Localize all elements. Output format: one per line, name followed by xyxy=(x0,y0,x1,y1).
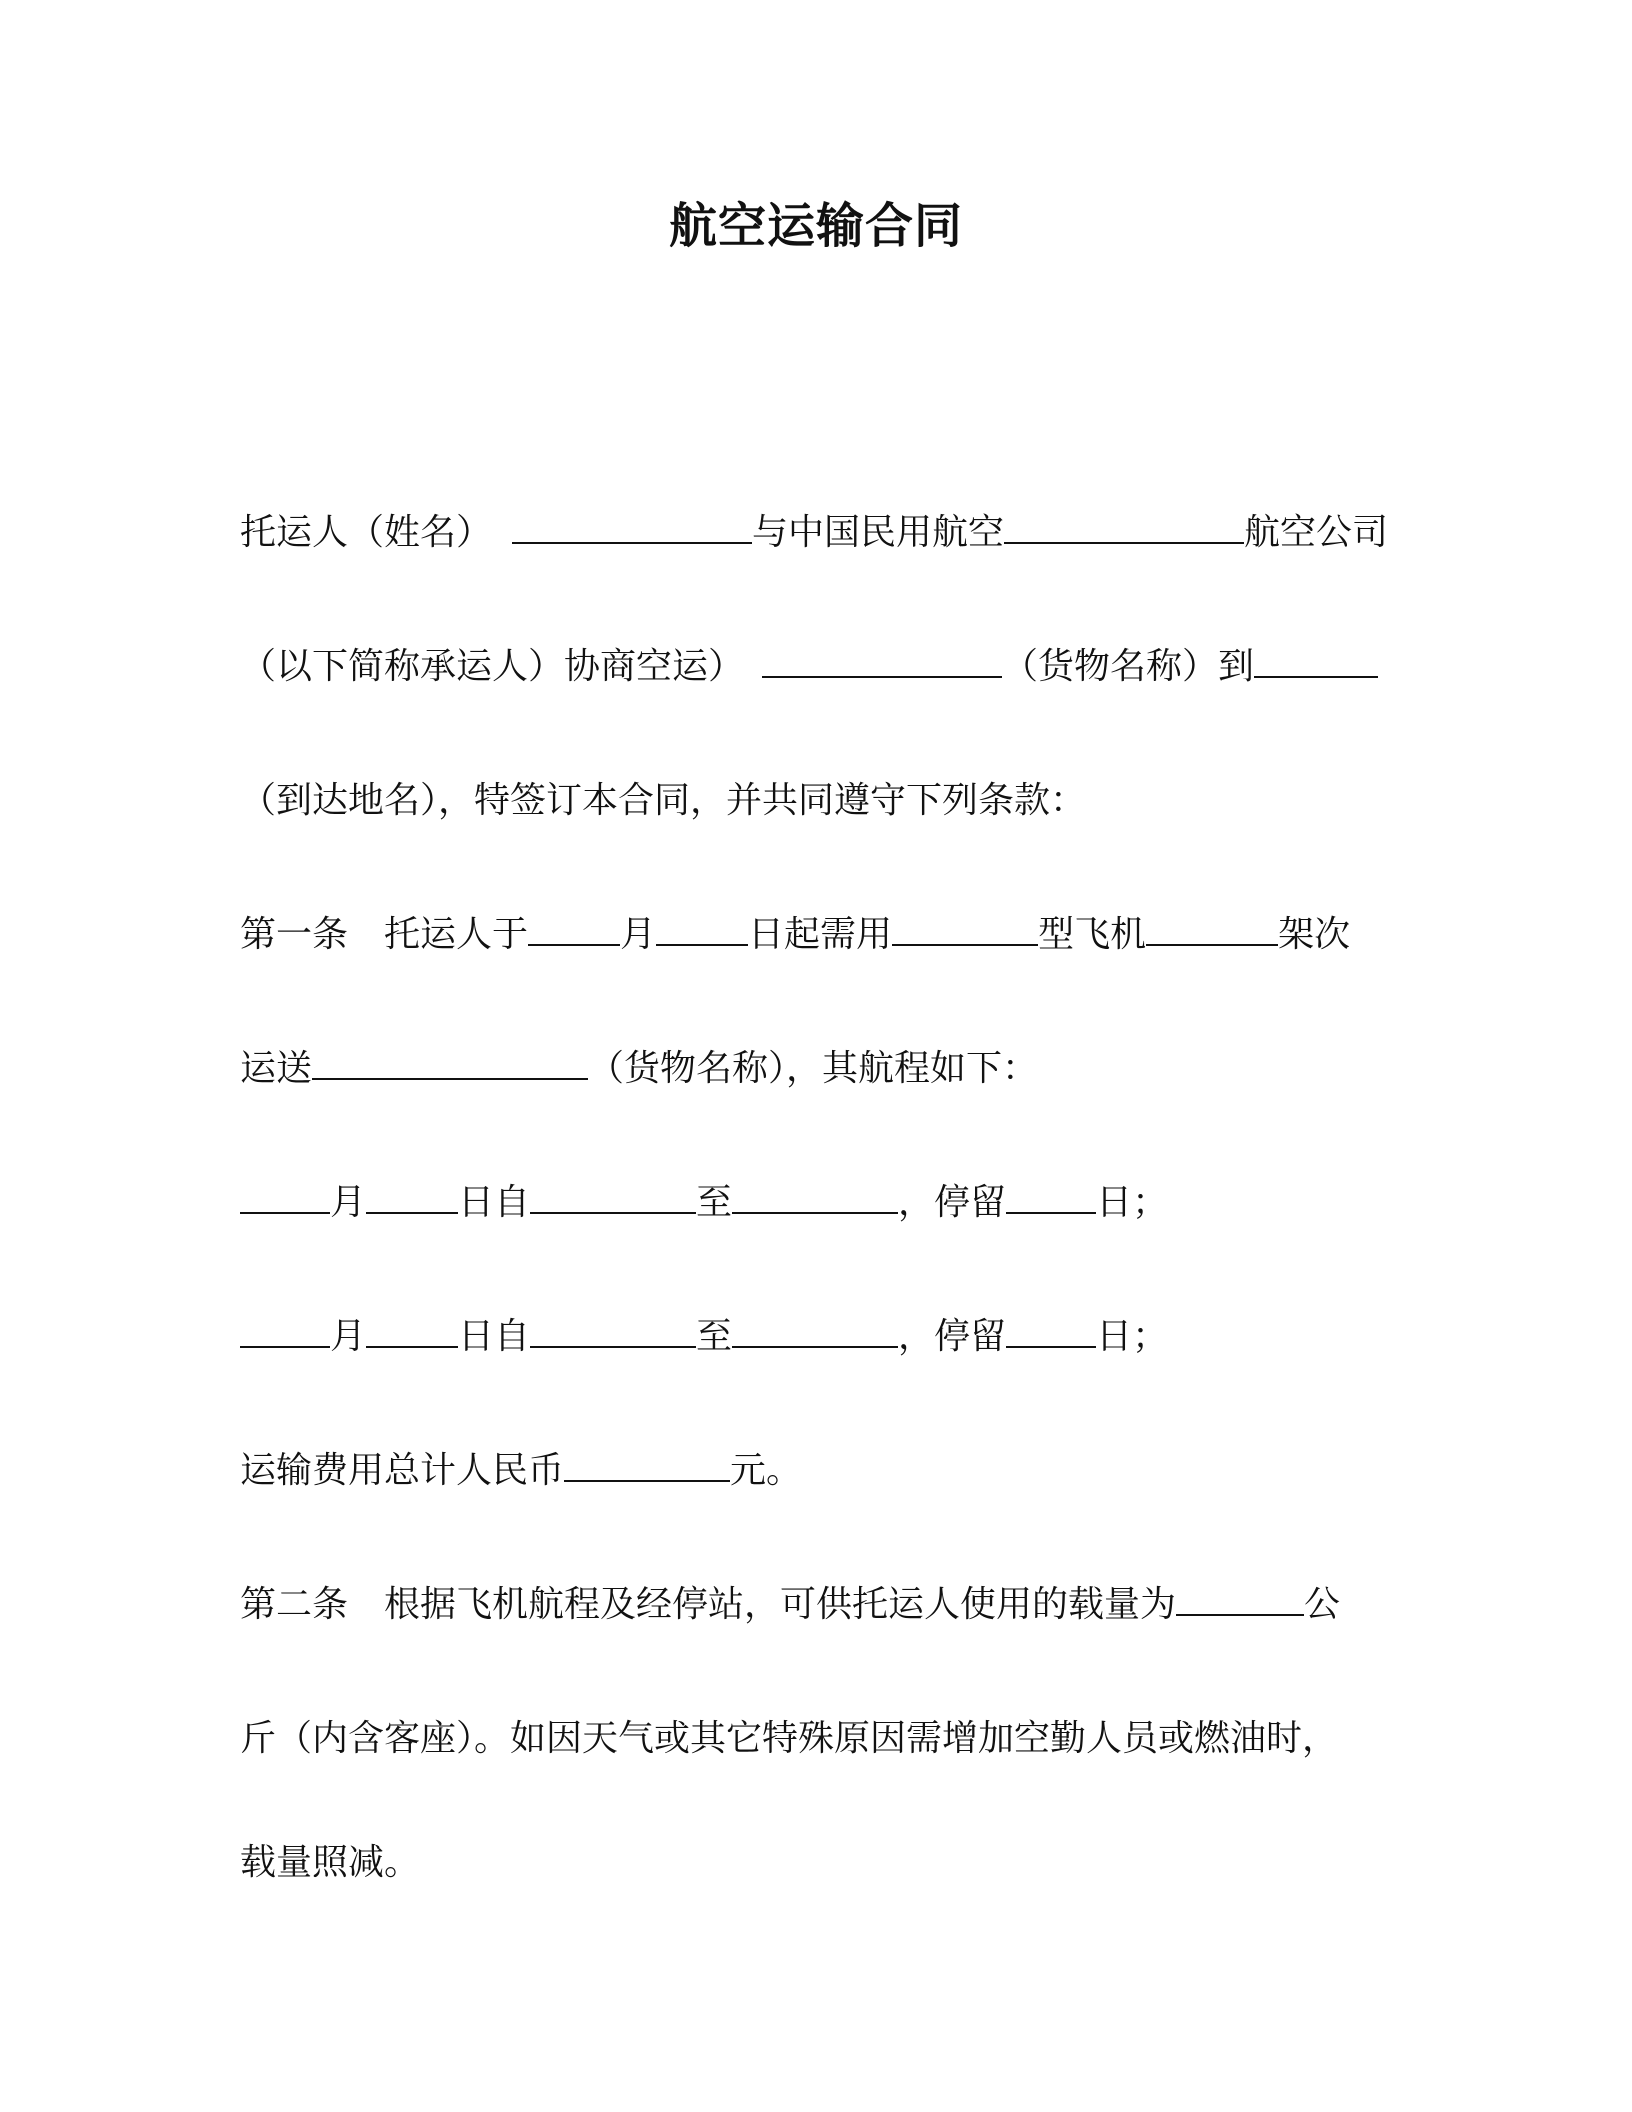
text-segment: 运输费用总计人民币 xyxy=(240,1450,565,1491)
text-segment: （到达地名），特签订本合同，并共同遵守下列条款： xyxy=(240,780,1087,821)
paragraph-line-4 xyxy=(240,910,1400,960)
blank-total-fee xyxy=(564,1450,730,1482)
text-segment: （货物名称）到 xyxy=(1002,646,1255,687)
text-segment: 托运人（姓名） xyxy=(240,512,493,553)
blank-destination xyxy=(732,1316,898,1348)
paragraph-line-9 xyxy=(240,1580,1400,1630)
text-segment: 元。 xyxy=(730,1450,803,1491)
text-segment: 日自 xyxy=(458,1316,531,1357)
text-segment: 至 xyxy=(696,1182,733,1223)
blank-origin xyxy=(530,1182,696,1214)
paragraph-line-8 xyxy=(240,1446,1400,1496)
article-label: 第一条 xyxy=(240,914,349,955)
text-segment: 架次 xyxy=(1278,914,1351,955)
article-label: 第二条 xyxy=(240,1584,349,1625)
paragraph-line-5 xyxy=(240,1044,1400,1094)
blank-month xyxy=(240,1316,330,1348)
text-segment: 根据飞机航程及经停站，可供托运人使用的载量为 xyxy=(384,1584,1177,1625)
blank-stay-days xyxy=(1006,1182,1096,1214)
text-segment: 至 xyxy=(696,1316,733,1357)
paragraph-line-2 xyxy=(240,642,1400,692)
blank-day xyxy=(366,1316,458,1348)
text-segment: 托运人于 xyxy=(384,914,529,955)
blank-payload xyxy=(1176,1584,1304,1616)
blank-airline xyxy=(1004,512,1244,544)
blank-destination xyxy=(732,1182,898,1214)
text-segment: 日； xyxy=(1096,1182,1169,1223)
text-segment: 日； xyxy=(1096,1316,1169,1357)
text-segment: 运送 xyxy=(240,1048,313,1089)
blank-cargo-name-2 xyxy=(312,1048,588,1080)
blank-destination xyxy=(1254,646,1378,678)
text-segment: 公 xyxy=(1304,1584,1341,1625)
text-segment: 载量照减。 xyxy=(240,1842,421,1883)
text-segment: 与中国民用航空 xyxy=(752,512,1005,553)
blank-sorties xyxy=(1146,914,1278,946)
text-segment: 斤（内含客座）。如因天气或其它特殊原因需增加空勤人员或燃油时， xyxy=(240,1718,1339,1759)
paragraph-line-10 xyxy=(240,1714,1400,1764)
paragraph-line-3 xyxy=(240,776,1400,826)
blank-aircraft-type xyxy=(892,914,1038,946)
text-segment: 日起需用 xyxy=(748,914,893,955)
text-segment: ，停留 xyxy=(898,1316,1007,1357)
blank-stay-days xyxy=(1006,1316,1096,1348)
paragraph-line-1 xyxy=(240,508,1400,558)
text-segment: （货物名称），其航程如下： xyxy=(588,1048,1039,1089)
blank-month xyxy=(528,914,620,946)
blank-cargo-name xyxy=(762,646,1002,678)
text-segment: 型飞机 xyxy=(1038,914,1147,955)
paragraph-line-7 xyxy=(240,1312,1400,1362)
blank-shipper-name xyxy=(512,512,752,544)
text-segment: ，停留 xyxy=(898,1182,1007,1223)
blank-month xyxy=(240,1182,330,1214)
blank-day xyxy=(656,914,748,946)
paragraph-line-11 xyxy=(240,1838,1400,1888)
text-segment: 航空公司 xyxy=(1244,512,1389,553)
text-segment: 月 xyxy=(330,1182,367,1223)
text-segment: 日自 xyxy=(458,1182,531,1223)
blank-day xyxy=(366,1182,458,1214)
blank-origin xyxy=(530,1316,696,1348)
text-segment: 月 xyxy=(330,1316,367,1357)
paragraph-line-6 xyxy=(240,1178,1400,1228)
text-segment: 月 xyxy=(620,914,657,955)
document-title: 航空运输合同 xyxy=(668,198,963,254)
text-segment: （以下简称承运人）协商空运） xyxy=(240,646,745,687)
